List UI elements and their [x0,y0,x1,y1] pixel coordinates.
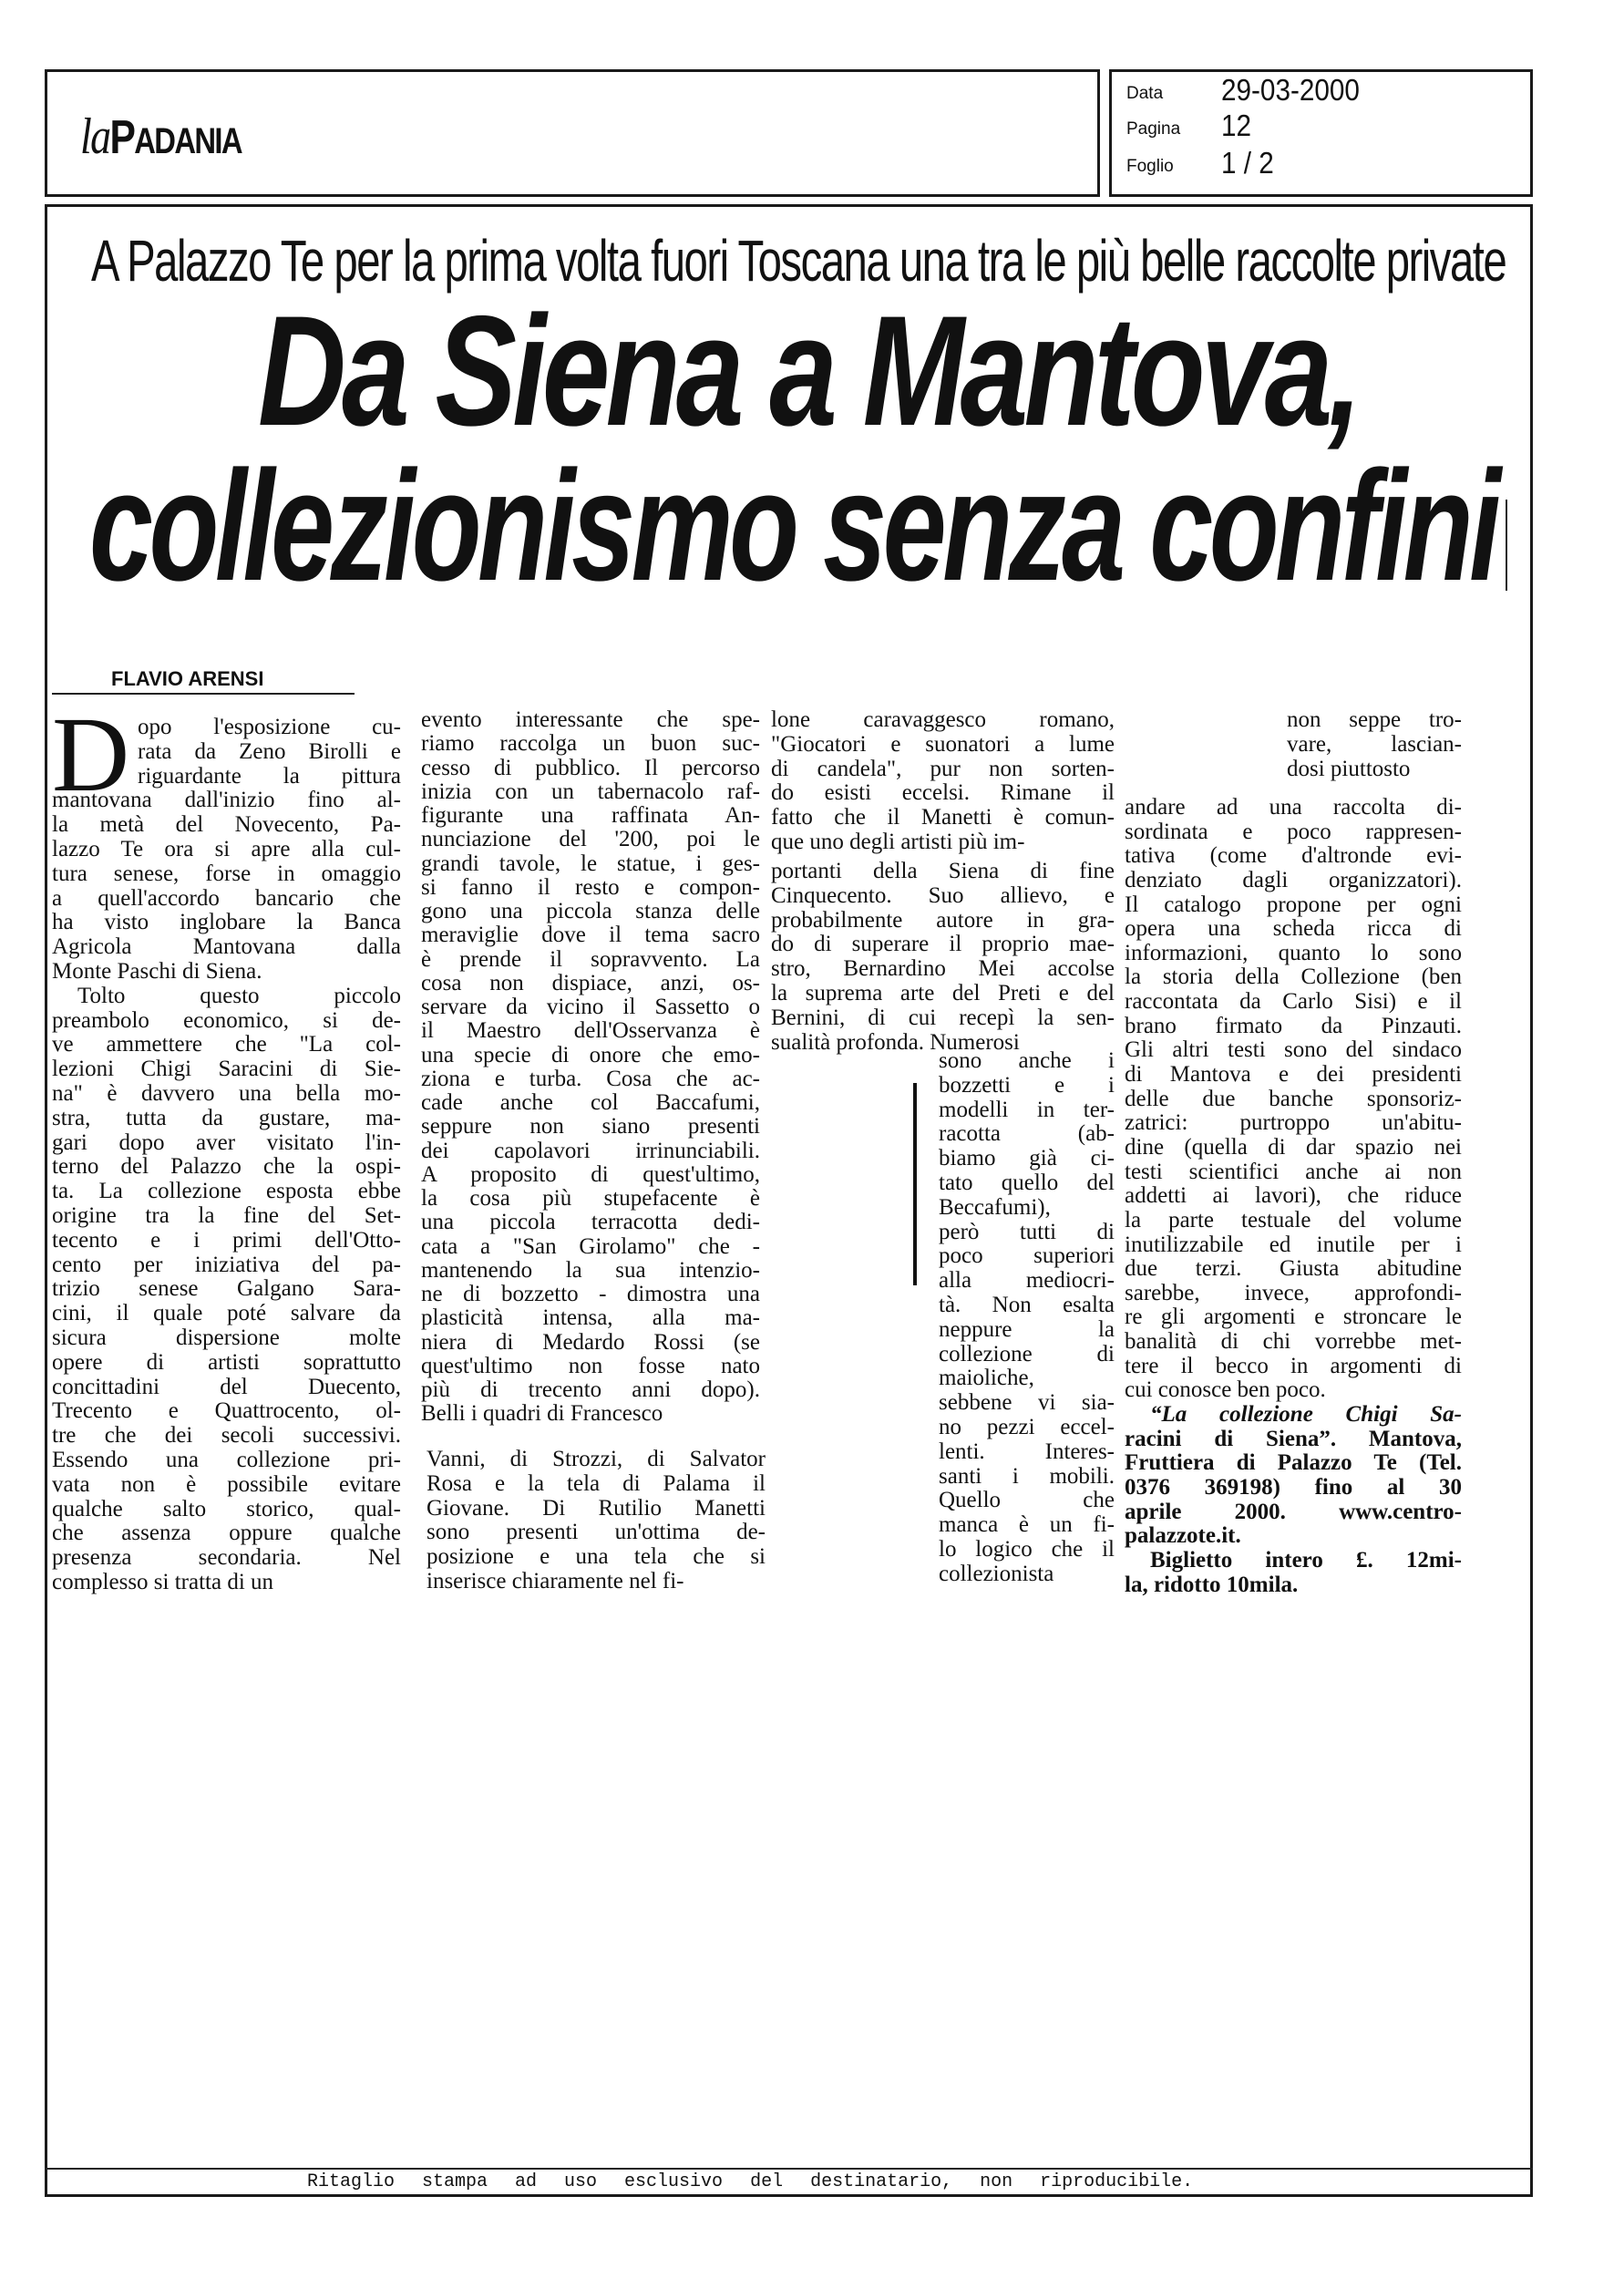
text-line: cento per iniziativa del pa- [52,1253,401,1277]
text-line: una specie di onore che emo- [421,1043,760,1067]
text-line: opera una scheda ricca di [1125,917,1462,942]
logo-adania: ADANIA [134,121,242,161]
text-line: mantenendo la sua intenzio- [421,1258,760,1283]
text-line: di candela", pur non sorten- [771,757,1115,781]
sheet-label: Foglio [1126,157,1174,176]
text-line: poco superiori [939,1244,1115,1269]
text-line: tere il becco in argomenti di [1125,1354,1462,1378]
column-1-block-1 [52,716,401,1595]
text-line: biamo già ci- [939,1147,1115,1171]
text-line: più di trecento anni dopo). [421,1378,760,1402]
text-line: riamo raccolga un buon suc- [421,732,760,757]
text-line: addetti ai lavori), che riduce [1125,1184,1462,1209]
text-line: evento interessante che spe- [421,708,760,732]
text-line: sono presenti un'ottima de- [427,1521,766,1545]
text-line: dine (quella di dar spazio nei [1125,1135,1462,1160]
text-line: sicura dispersione molte [52,1325,401,1350]
text-line: complesso si tratta di un [52,1570,274,1594]
text-line: la parte testuale del volume [1125,1208,1462,1232]
text-line: racini di Siena”. Mantova, [1125,1427,1462,1451]
text-line: Il catalogo propone per ogni [1125,892,1462,917]
footer-rule [45,2168,1533,2170]
text-line: re gli argomenti e stroncare le [1125,1305,1462,1330]
text-line: tura senese, forse in omaggio [52,861,401,886]
text-line: plasticità intensa, alla ma- [421,1306,760,1331]
text-line: opo l'esposizione cu- [138,716,401,739]
text-line: ziona e turba. Cosa che ac- [421,1067,760,1091]
byline: FLAVIO ARENSI [111,667,264,690]
text-line: inserisce chiaramente nel fi- [427,1569,684,1593]
text-line: informazioni, quanto lo sono [1125,941,1462,965]
text-line: terno del Palazzo che la ospi- [52,1155,401,1180]
text-line: manca è un fi- [939,1513,1115,1538]
text-line: tà. Non esalta [939,1293,1115,1317]
text-line: cesso di pubblico. Il percorso [421,756,760,780]
text-line: non seppe tro- [1287,708,1462,732]
text-line: Vanni, di Strozzi, di Salvator [427,1448,766,1471]
text-line: do esisti eccelsi. Rimane il [771,781,1115,806]
text-line: riguardante la pittura [138,764,401,789]
text-line: modelli in ter- [939,1098,1115,1122]
text-line: denziato dagli organizzatori). [1125,868,1462,892]
text-line: cade anche col Baccafumi, [421,1091,760,1115]
text-line: niera di Medardo Rossi (se [421,1330,760,1355]
text-line: inutilizzabile ed inutile per i [1125,1232,1462,1257]
text-line: palazzote.it. [1125,1524,1241,1549]
text-line: Agricola Mantovana dalla [52,935,401,960]
text-line: sualità profonda. Numerosi [771,1030,1020,1055]
text-line: servare da vicino il Sassetto o [421,995,760,1019]
text-line: cosa non dispiace, anzi, os- [421,971,760,995]
text-line: tativa (come d'altronde evi- [1125,844,1462,869]
column-3-block-1 [771,708,1115,855]
text-line: stro, Bernardino Mei accolse [771,957,1115,982]
text-line: una piccola terracotta dedi- [421,1211,760,1235]
text-line: fatto che il Manetti è comun- [771,806,1115,830]
text-line: Fruttiera di Palazzo Te (Tel. [1125,1451,1462,1476]
sheet-value: 1 / 2 [1221,146,1274,180]
text-line: grandi tavole, le statue, i ges- [421,851,760,876]
column-3-block-3 [939,1049,1115,1587]
text-line: no pezzi eccel- [939,1415,1115,1439]
text-line: ta. La collezione esposta ebbe [52,1180,401,1204]
text-line: andare ad una raccolta di- [1125,796,1462,820]
text-line: portanti della Siena di fine [771,860,1115,883]
text-line: preambolo economico, si de- [52,1008,401,1033]
text-line: lezioni Chigi Saracini di Sie- [52,1057,401,1082]
text-line: Quello che [939,1489,1115,1513]
text-line: sordinata e poco rappresen- [1125,820,1462,844]
text-line: santi i mobili. [939,1464,1115,1489]
text-line: neppure la [939,1317,1115,1342]
text-line: mantovana dall'inizio fino al- [52,789,401,813]
text-line: Belli i quadri di Francesco [421,1402,663,1427]
text-line: tecento e i primi dell'Otto- [52,1228,401,1253]
text-line: Biglietto intero £. 12mi- [1150,1548,1462,1573]
text-line: tre che dei secoli successivi. [52,1424,401,1449]
text-line: la metà del Novecento, Pa- [52,813,401,838]
text-line: che assenza oppure qualche [52,1521,401,1546]
column-3-block-2 [771,860,1115,1055]
text-line: sarebbe, invece, approfondi- [1125,1281,1462,1305]
text-line: posizione e una tela che si [427,1545,766,1570]
text-line: "Giocatori e suonatori a lume [771,732,1115,757]
text-line: A proposito di quest'ultimo, [421,1162,760,1187]
text-line: presenza secondaria. Nel [52,1546,401,1571]
text-line: la storia della Collezione (ben [1125,965,1462,990]
text-line: la cosa più stupefacente è [421,1187,760,1211]
text-line: la suprema arte del Preti e del [771,981,1115,1005]
newspaper-logo [80,108,242,166]
text-line: collezione di [939,1342,1115,1366]
page-label: Pagina [1126,119,1181,139]
text-line: collezionista [939,1562,1054,1586]
text-line: quest'ultimo non fosse nato [421,1354,760,1378]
text-line: do di superare il proprio mae- [771,933,1115,957]
text-line: dosi piuttosto [1287,757,1411,781]
date-value: 29-03-2000 [1221,73,1360,107]
logo-p: P [109,111,135,164]
text-line: seppure non siano presenti [421,1115,760,1140]
text-line: ne di bozzetto - dimostra una [421,1283,760,1306]
text-line: trizio senese Galgano Sara- [52,1277,401,1302]
text-line: na" è davvero una bella mo- [52,1081,401,1106]
column-4-block-1 [1287,708,1462,781]
text-line: racotta (ab- [939,1122,1115,1147]
logo-la: la [80,108,110,165]
text-line: opere di artisti soprattutto [52,1350,401,1375]
column-2-block-2 [427,1448,766,1594]
drop-cap: D [52,695,130,814]
text-line: que uno degli artisti più im- [771,830,1025,854]
text-line: nunciazione del '200, poi le [421,828,760,852]
text-line: il Maestro dell'Osservanza è [421,1019,760,1044]
column-2-block-1 [421,708,760,1427]
text-line: delle due banche sponsoriz- [1125,1087,1462,1111]
headline-line-1: Da Siena a Mantova, [258,284,1359,459]
column-4-block-2 [1125,796,1462,1597]
page-value: 12 [1221,108,1252,142]
text-line: alla mediocri- [939,1269,1115,1294]
headline-line-2: collezionismo senza confini [89,438,1497,614]
text-line: sebbene vi sia- [939,1391,1115,1416]
text-line: di Mantova e dei presidenti [1125,1063,1462,1088]
text-line: concittadini del Duecento, [52,1375,401,1399]
text-line: maioliche, [939,1366,1034,1391]
text-line: origine tra la fine del Set- [52,1203,401,1228]
text-line: testi scientifici anche ai non [1125,1160,1462,1184]
text-line: probabilmente autore in gra- [771,908,1115,933]
text-line: Bernini, di cui recepì la sen- [771,1005,1115,1030]
text-line: si fanno il resto e compon- [421,875,760,900]
text-line: lone caravaggesco romano, [771,708,1115,732]
text-line: inizia con un tabernacolo raf- [421,779,760,804]
text-line: lazzo Te ora si apre alla cul- [52,837,401,861]
text-line: lo logico che il [939,1537,1115,1562]
text-line: cui conosce ben poco. [1125,1378,1326,1403]
text-line: ve ammettere che "La col- [52,1033,401,1057]
text-line: qualche salto storico, qual- [52,1497,401,1521]
text-line: stra, tutta da gustare, ma- [52,1106,401,1130]
text-line: lenti. Interes- [939,1439,1115,1464]
text-line: zatrici: purtroppo un'abitu- [1125,1111,1462,1136]
text-line: vare, lascian- [1287,732,1462,757]
text-line: Beccafumi), [939,1195,1051,1220]
text-line: ha visto inglobare la Banca [52,911,401,935]
text-line: bozzetti e i [939,1073,1115,1098]
text-line: dei capolavori irrinunciabili. [421,1139,760,1163]
text-line: Cinquecento. Suo allievo, e [771,883,1115,908]
text-line: Essendo una collezione pri- [52,1448,401,1472]
text-line: “La collezione Chigi Sa- [1150,1403,1462,1428]
text-line: cini, il quale poté salvare da [52,1302,401,1326]
text-line: 0376 369198) fino al 30 [1125,1475,1462,1500]
text-line: brano firmato da Pinzauti. [1125,1014,1462,1038]
text-line: Monte Paschi di Siena. [52,959,262,984]
text-line: Giovane. Di Rutilio Manetti [427,1496,766,1521]
date-label: Data [1126,84,1164,103]
text-line: gono una piccola stanza delle [421,900,760,923]
text-line: a quell'accordo bancario che [52,886,401,911]
article-subtitle: A Palazzo Te per la prima volta fuori Toscana una tra le più belle raccolte private [91,228,1506,294]
text-line: figurante una raffinata An- [421,804,760,828]
text-line: tato quello del [939,1170,1115,1195]
text-line: banalità di chi vorrebbe met- [1125,1330,1462,1355]
text-line: due terzi. Giusta abitudine [1125,1257,1462,1282]
footer-notice: Ritaglio stampa ad uso esclusivo del destinatario, non riproducibile. [307,2171,1194,2192]
text-line: però tutti di [939,1220,1115,1244]
column-rule [913,1083,917,1285]
text-line: cata a "San Girolamo" che - [421,1234,760,1259]
text-line: Trecento e Quattrocento, ol- [52,1399,401,1424]
text-line: è prende il sopravvento. La [421,947,760,972]
text-line: sono anche i [939,1049,1115,1073]
text-line: Gli altri testi sono del sindaco [1125,1038,1462,1063]
text-line: aprile 2000. www.centro- [1125,1500,1462,1524]
text-line: meraviglie dove il tema sacro [421,923,760,948]
headline-rule [1506,500,1507,591]
text-line: rata da Zeno Birolli e [138,739,401,764]
text-line: la, ridotto 10mila. [1125,1573,1299,1597]
text-line: gari dopo aver visitato l'in- [52,1130,401,1155]
text-line: Rosa e la tela di Palama il [427,1471,766,1496]
text-line: vata non è possibile evitare [52,1472,401,1497]
text-line: Tolto questo piccolo [77,984,401,1008]
text-line: raccontata da Carlo Sisi) e il [1125,990,1462,1015]
